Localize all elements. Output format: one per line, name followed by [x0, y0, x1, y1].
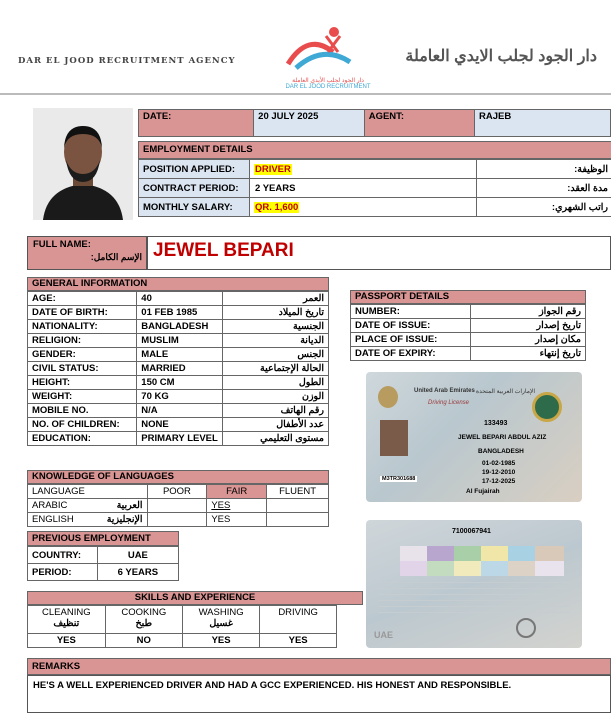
general-table — [27, 291, 329, 446]
license-country: United Arab Emirates — [414, 388, 475, 394]
skill-value: YES — [260, 634, 337, 648]
previous-value: UAE — [97, 547, 178, 564]
general-row — [28, 334, 329, 348]
license-code: M3TR301688 — [382, 476, 416, 482]
remarks-text: HE'S A WELL EXPERIENCED DRIVER AND HAD A GCC EXPERIENCED. HIS HONEST AND RESPONSIBLE. — [27, 675, 611, 713]
employment-label: MONTHLY SALARY: — [139, 198, 250, 217]
skill-name-ar: غسيل — [209, 618, 233, 629]
skill-value: YES — [182, 634, 259, 648]
full-name-value: JEWEL BEPARI — [153, 240, 294, 261]
employment-value-text: DRIVER — [254, 163, 291, 175]
header-divider — [0, 93, 611, 95]
skills-table — [27, 605, 337, 648]
previous-row — [28, 564, 179, 581]
skills-values-row — [28, 634, 337, 648]
passport-row — [351, 333, 586, 347]
languages-header-cell: FLUENT — [267, 485, 329, 499]
languages-section — [27, 470, 329, 527]
passport-label: DATE OF ISSUE: — [351, 319, 471, 333]
languages-header-cell: FAIR — [207, 485, 267, 499]
agent-label: AGENT: — [364, 110, 474, 137]
skill-name: DRIVING — [278, 607, 318, 618]
general-row — [28, 362, 329, 376]
skill-name-cell — [182, 606, 259, 634]
language-name-ar: العربية — [116, 500, 143, 511]
languages-header-row — [28, 485, 329, 499]
language-fluent — [267, 513, 329, 527]
license-name: JEWEL BEPARI ABDUL AZIZ — [458, 434, 547, 441]
license-back-image — [366, 520, 582, 648]
passport-label-ar: مكان إصدار — [470, 333, 585, 347]
employment-label: POSITION APPLIED: — [139, 160, 250, 179]
top-info-table — [138, 109, 611, 137]
general-label: GENDER: — [28, 348, 137, 362]
license-categories-grid — [400, 546, 564, 576]
general-value: 150 CM — [137, 376, 223, 390]
passport-label: NUMBER: — [351, 305, 471, 319]
passport-row — [351, 347, 586, 361]
skill-name: COOKING — [121, 607, 167, 618]
general-value: MARRIED — [137, 362, 223, 376]
general-row — [28, 306, 329, 320]
general-label: RELIGION: — [28, 334, 137, 348]
skill-value: NO — [105, 634, 182, 648]
general-value: 01 FEB 1985 — [137, 306, 223, 320]
language-name-cell — [28, 513, 148, 527]
passport-table — [350, 304, 586, 361]
skill-name: WASHING — [198, 607, 244, 618]
license-place: Al Fujairah — [466, 488, 500, 495]
general-label-ar: تاريخ الميلاد — [222, 306, 328, 320]
employment-value-text: QR. 1,600 — [254, 201, 299, 213]
general-row — [28, 404, 329, 418]
license-number: 133493 — [484, 420, 508, 427]
employment-section — [138, 141, 611, 217]
agent-value: RAJEB — [474, 110, 610, 137]
general-label: HEIGHT: — [28, 376, 137, 390]
general-label: AGE: — [28, 292, 137, 306]
general-value: MALE — [137, 348, 223, 362]
language-fair: YES — [207, 513, 267, 527]
agency-name-en: DAR EL JOOD RECRUITMENT AGENCY — [18, 56, 236, 66]
header — [0, 0, 611, 95]
general-row — [28, 292, 329, 306]
general-row — [28, 348, 329, 362]
general-label-ar: الحالة الإجتماعية — [222, 362, 328, 376]
employment-label-ar: راتب الشهري: — [477, 198, 611, 217]
passport-title: PASSPORT DETAILS — [350, 290, 586, 304]
general-label: NATIONALITY: — [28, 320, 137, 334]
previous-label: PERIOD: — [28, 564, 98, 581]
previous-label: COUNTRY: — [28, 547, 98, 564]
languages-title: KNOWLEDGE OF LANGUAGES — [27, 470, 329, 484]
traffic-code: 7100067941 — [452, 528, 491, 535]
passport-label: PLACE OF ISSUE: — [351, 333, 471, 347]
language-name: ENGLISH — [32, 514, 74, 525]
skills-section — [27, 591, 363, 648]
license-issue-date: 19-12-2010 — [482, 469, 516, 476]
agency-name-ar: دار الجود لجلب الايدي العاملة — [405, 48, 597, 65]
skill-name-ar: تنظيف — [53, 618, 80, 629]
employment-value — [249, 179, 476, 198]
logo-text-ar: دار الجود لجلب الأيدي العاملة — [292, 78, 364, 84]
general-label-ar: الجنس — [222, 348, 328, 362]
employment-row — [139, 179, 611, 198]
languages-header-cell: POOR — [147, 485, 207, 499]
language-poor — [147, 499, 207, 513]
language-fair: YES — [207, 499, 267, 513]
employment-label-ar: الوظيفة: — [477, 160, 611, 179]
languages-row — [28, 513, 329, 527]
skill-name-cell — [260, 606, 337, 634]
passport-label-ar: رقم الجواز — [470, 305, 585, 319]
remarks-section — [27, 658, 611, 713]
previous-table — [27, 546, 179, 581]
date-label: DATE: — [139, 110, 254, 137]
logo-text-en: DAR EL JOOD RECRUITMENT — [285, 84, 371, 90]
passport-label-ar: تاريخ إنتهاء — [470, 347, 585, 361]
employment-value-text: 2 YEARS — [254, 182, 296, 194]
employment-title: EMPLOYMENT DETAILS — [138, 141, 611, 159]
barcode-icon — [516, 618, 536, 638]
languages-table — [27, 484, 329, 527]
employment-table — [138, 159, 611, 217]
employment-row — [139, 160, 611, 179]
general-value: N/A — [137, 404, 223, 418]
employment-value — [249, 160, 476, 179]
passport-label: DATE OF EXPIRY: — [351, 347, 471, 361]
full-name-label: FULL NAME: — [33, 239, 91, 250]
person-photo-icon — [33, 108, 133, 220]
license-nationality: BANGLADESH — [478, 448, 524, 455]
general-value: BANGLADESH — [137, 320, 223, 334]
general-label-ar: الجنسية — [222, 320, 328, 334]
language-fluent — [267, 499, 329, 513]
skills-title: SKILLS AND EXPERIENCE — [27, 591, 363, 605]
general-title: GENERAL INFORMATION — [27, 277, 329, 291]
previous-value: 6 YEARS — [97, 564, 178, 581]
previous-section — [27, 531, 179, 581]
general-label-ar: الطول — [222, 376, 328, 390]
skills-names-row — [28, 606, 337, 634]
general-label-ar: الديانة — [222, 334, 328, 348]
skill-value: YES — [28, 634, 106, 648]
remarks-title: REMARKS — [27, 658, 611, 675]
language-name: ARABIC — [32, 500, 68, 511]
general-label: DATE OF BIRTH: — [28, 306, 137, 320]
general-section — [27, 277, 329, 446]
general-label-ar: الوزن — [222, 390, 328, 404]
general-value: MUSLIM — [137, 334, 223, 348]
passport-label-ar: تاريخ إصدار — [470, 319, 585, 333]
license-seal-icon — [532, 392, 562, 422]
general-row — [28, 320, 329, 334]
general-label: CIVIL STATUS: — [28, 362, 137, 376]
full-name-label-ar: الإسم الكامل: — [90, 252, 142, 262]
language-name-cell — [28, 499, 148, 513]
languages-row — [28, 499, 329, 513]
general-label: EDUCATION: — [28, 432, 137, 446]
general-row — [28, 390, 329, 404]
license-back-text-lines — [378, 582, 570, 614]
general-label: WEIGHT: — [28, 390, 137, 404]
driving-license-image — [366, 372, 582, 502]
license-dob: 01-02-1985 — [482, 460, 516, 467]
general-label-ar: العمر — [222, 292, 328, 306]
general-value: NONE — [137, 418, 223, 432]
license-expiry-date: 17-12-2025 — [482, 478, 516, 485]
full-name-label-cell — [27, 236, 147, 270]
employment-label: CONTRACT PERIOD: — [139, 179, 250, 198]
skill-name-cell — [28, 606, 106, 634]
license-back-uae: UAE — [374, 630, 394, 640]
full-name-value-cell — [147, 236, 611, 270]
passport-section — [350, 290, 586, 361]
language-name-ar: الإنجليزية — [106, 514, 143, 525]
languages-header-cell: LANGUAGE — [28, 485, 148, 499]
language-poor — [147, 513, 207, 527]
general-row — [28, 418, 329, 432]
skill-name: CLEANING — [42, 607, 91, 618]
skill-name-cell — [105, 606, 182, 634]
passport-row — [351, 305, 586, 319]
applicant-photo — [33, 108, 133, 220]
general-value: 40 — [137, 292, 223, 306]
previous-title: PREVIOUS EMPLOYMENT — [27, 531, 179, 546]
date-value: 20 JULY 2025 — [254, 110, 365, 137]
general-row — [28, 376, 329, 390]
license-country-ar: الإمارات العربية المتحدة — [476, 389, 536, 395]
general-label: MOBILE NO. — [28, 404, 137, 418]
general-label-ar: مستوى التعليمي — [222, 432, 328, 446]
passport-row — [351, 319, 586, 333]
general-label: NO. OF CHILDREN: — [28, 418, 137, 432]
general-value: 70 KG — [137, 390, 223, 404]
full-name-section — [27, 236, 611, 270]
employment-row — [139, 198, 611, 217]
previous-row — [28, 547, 179, 564]
license-holder-photo — [380, 420, 408, 456]
uae-emblem-icon — [378, 386, 398, 408]
employment-label-ar: مدة العقد: — [477, 179, 611, 198]
general-value: PRIMARY LEVEL — [137, 432, 223, 446]
logo — [278, 22, 378, 94]
general-row — [28, 432, 329, 446]
logo-icon — [278, 22, 378, 74]
general-label-ar: عدد الأطفال — [222, 418, 328, 432]
employment-value — [249, 198, 476, 217]
skill-name-ar: طبخ — [135, 618, 153, 629]
general-label-ar: رقم الهاتف — [222, 404, 328, 418]
license-type: Driving License — [428, 400, 470, 406]
